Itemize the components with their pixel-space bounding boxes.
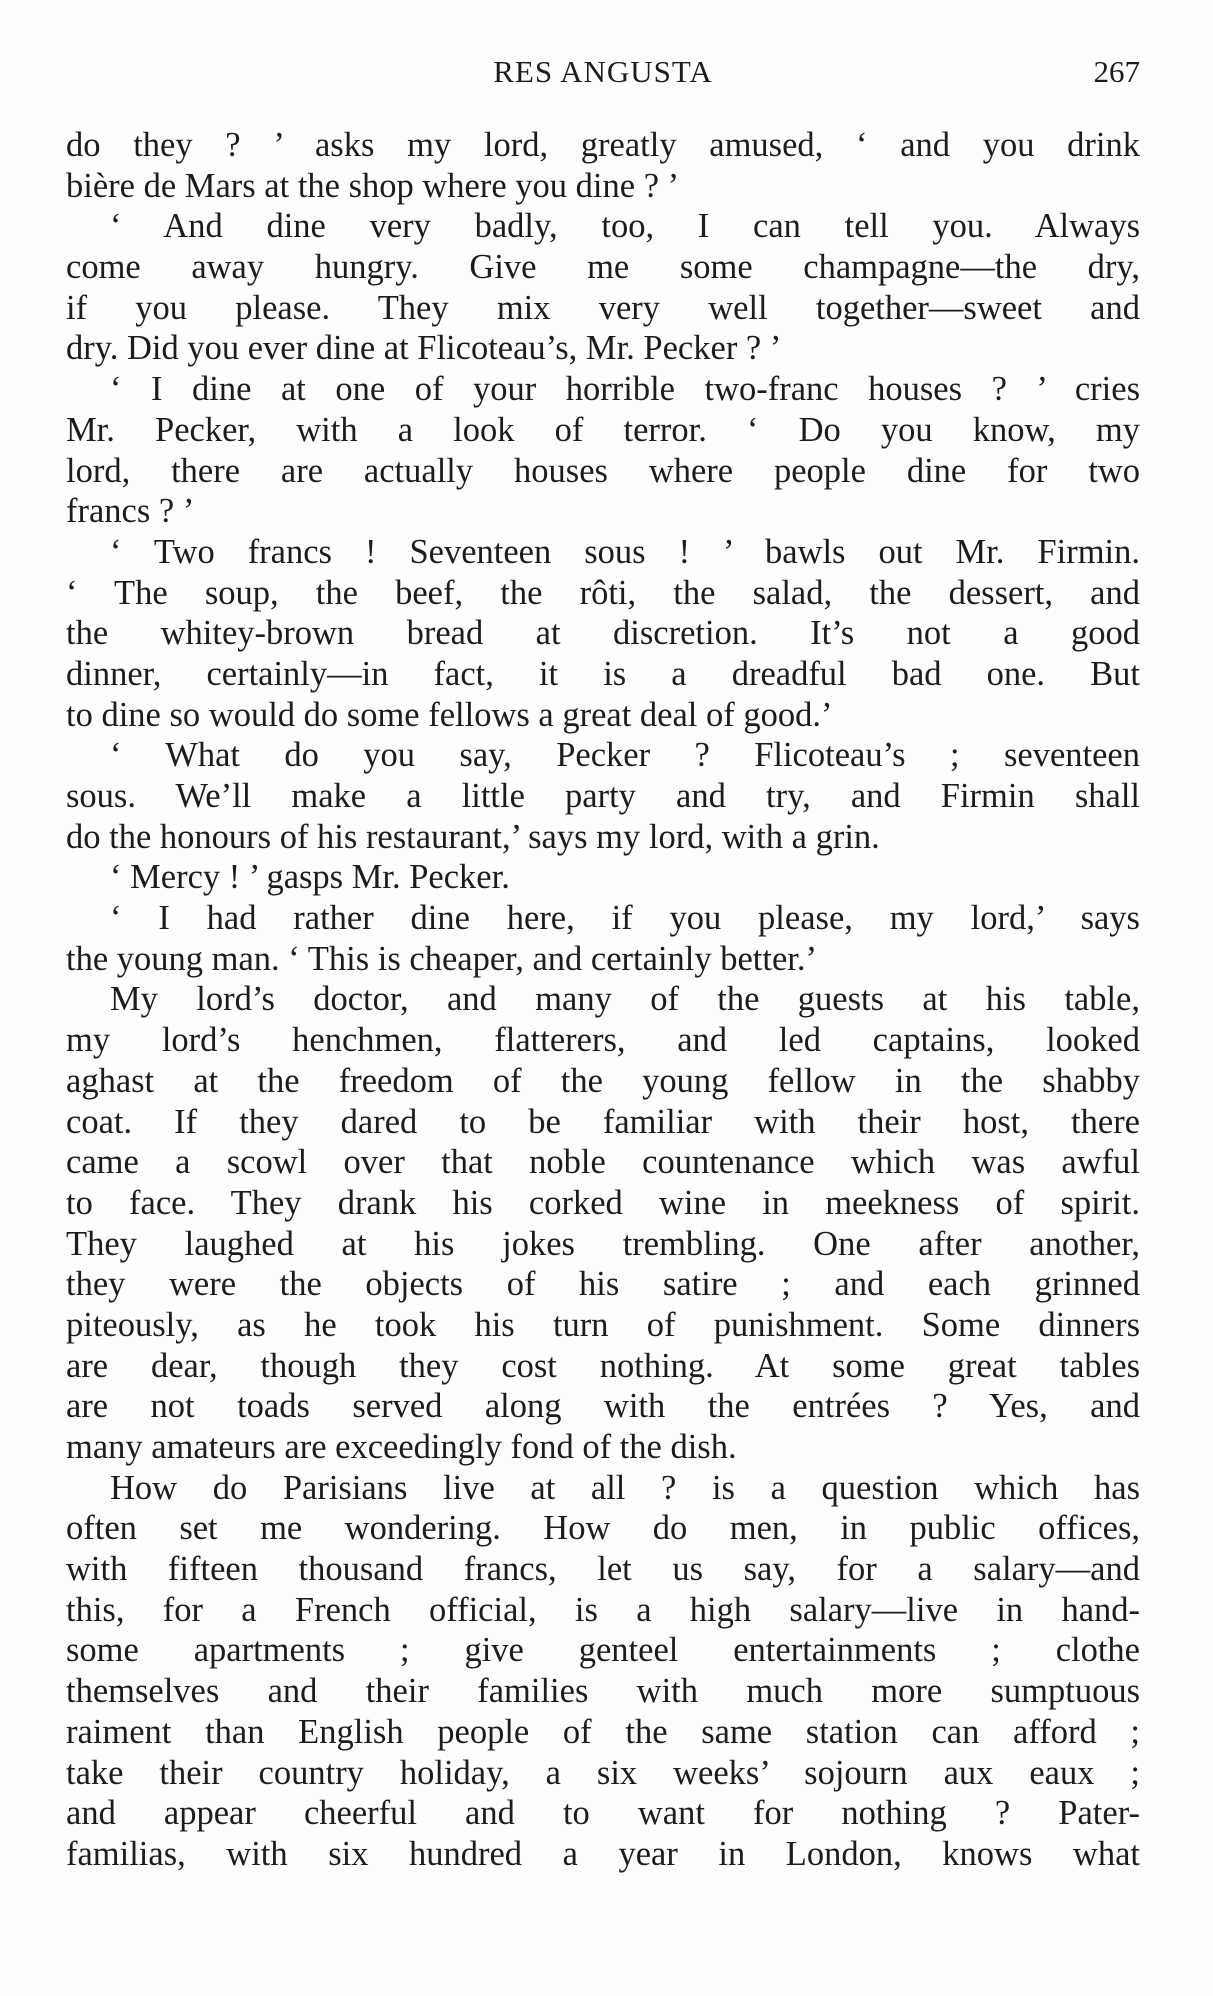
text-line: do they ? ’ asks my lord, greatly amused, ‘ and you drink (66, 126, 1140, 164)
text-line: do the honours of his restaurant,’ says my lord, with a grin. (66, 817, 880, 856)
text-line: ‘ I had rather dine here, if you please, my lord,’ says (110, 899, 1140, 938)
text-line: often set me wondering. How do men, in public offices, (66, 1509, 1140, 1548)
text-line: some apartments ; give genteel entertainments ; clothe (66, 1631, 1140, 1670)
text-line: if you please. They mix very well together—sweet and (66, 288, 1140, 327)
text-line: are not toads served along with the entrées ? Yes, and (66, 1387, 1140, 1426)
text-line: bière de Mars at the shop where you dine ? ’ (66, 166, 680, 205)
text-line: ‘ The soup, the beef, the rôti, the salad, the dessert, and (66, 573, 1140, 612)
text-line: Mr. Pecker, with a look of terror. ‘ Do you know, my (66, 410, 1140, 449)
text-line: themselves and their families with much more sumptuous (66, 1672, 1140, 1711)
text-line: aghast at the freedom of the young fellow in the shabby (66, 1061, 1140, 1100)
text-line: are dear, though they cost nothing. At some great tables (66, 1346, 1140, 1385)
text-line: dry. Did you ever dine at Flicoteau’s, Mr. Pecker ? ’ (66, 329, 782, 368)
text-line: familias, with six hundred a year in London, knows what (66, 1834, 1140, 1873)
text-line: coat. If they dared to be familiar with their host, there (66, 1102, 1140, 1141)
text-line: sous. We’ll make a little party and try, and Firmin shall (66, 777, 1140, 815)
text-line: came a scowl over that noble countenance which was awful (66, 1143, 1140, 1182)
text-line: to face. They drank his corked wine in meekness of spirit. (66, 1183, 1140, 1222)
text-line: lord, there are actually houses where people dine for two (66, 451, 1140, 490)
text-line: They laughed at his jokes trembling. One after another, (66, 1224, 1140, 1263)
text-line: My lord’s doctor, and many of the guests at his table, (110, 980, 1140, 1019)
text-line: and appear cheerful and to want for nothing ? Pater- (66, 1794, 1140, 1833)
text-line: How do Parisians live at all ? is a question which has (110, 1468, 1140, 1507)
text-line: ‘ Mercy ! ’ gasps Mr. Pecker. (110, 858, 510, 897)
text-line: they were the objects of his satire ; and each grinned (66, 1265, 1140, 1304)
body-text (66, 125, 1140, 1875)
running-title: RES ANGUSTA (493, 54, 713, 89)
text-line: to dine so would do some fellows a great deal of good.’ (66, 695, 833, 734)
page-number: 267 (1093, 54, 1140, 89)
text-line: with fifteen thousand francs, let us say, for a salary—and (66, 1550, 1140, 1589)
running-head (66, 50, 1140, 94)
text-line: raiment than English people of the same station can afford ; (66, 1712, 1140, 1751)
text-line: ‘ Two francs ! Seventeen sous ! ’ bawls out Mr. Firmin. (110, 532, 1140, 571)
text-line: ‘ And dine very badly, too, I can tell you. Always (110, 207, 1140, 246)
text-line: ‘ I dine at one of your horrible two-franc houses ? ’ cries (110, 370, 1140, 409)
text-line: many amateurs are exceedingly fond of the dish. (66, 1428, 737, 1466)
text-line: ‘ What do you say, Pecker ? Flicoteau’s ; seventeen (110, 736, 1140, 775)
text-line: the whitey-brown bread at discretion. It’s not a good (66, 614, 1140, 653)
text-line: take their country holiday, a six weeks’ sojourn aux eaux ; (66, 1753, 1140, 1792)
text-line: come away hungry. Give me some champagne—the dry, (66, 248, 1140, 287)
text-line: piteously, as he took his turn of punishment. Some dinners (66, 1305, 1140, 1344)
text-line: francs ? ’ (66, 492, 195, 531)
text-line: dinner, certainly—in fact, it is a dreadful bad one. But (66, 654, 1140, 693)
text-line: this, for a French official, is a high salary—live in hand- (66, 1590, 1140, 1629)
text-line: my lord’s henchmen, flatterers, and led captains, looked (66, 1021, 1140, 1060)
text-line: the young man. ‘ This is cheaper, and certainly better.’ (66, 939, 817, 978)
